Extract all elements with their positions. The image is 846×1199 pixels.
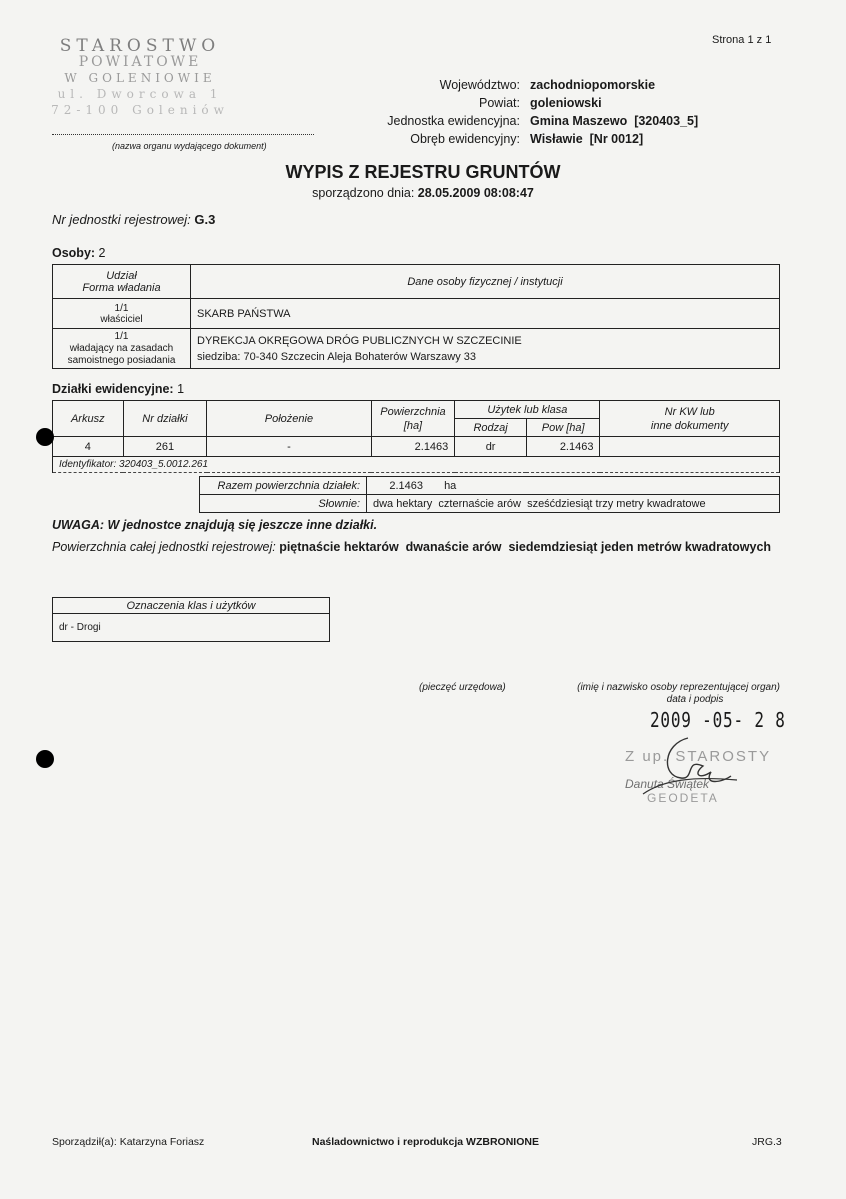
signature-caption [570,682,780,706]
issuer-caption: (nazwa organu wydającego dokument) [112,141,267,151]
form-value: władający na zasadach [69,342,174,354]
parcels-count: 1 [177,382,185,396]
location-header: Położenie [207,401,371,437]
share-cell [53,329,191,369]
form-value: samoistnego posiadania [67,354,176,366]
sheet-cell: 4 [53,437,124,457]
table-row [53,329,780,369]
footer-code: JRG.3 [752,1136,782,1148]
county-label: Powiat: [479,96,520,110]
type-header: Rodzaj [455,419,527,437]
header-text: Udział [106,269,137,282]
header-labels [280,76,520,148]
parcels-heading [52,382,184,396]
area-header [371,401,455,437]
use-header: Użytek lub klasa [455,401,600,419]
kw-cell [600,437,780,457]
signature-caption-line: data i podpis [666,694,724,705]
stamp-line: 72-100 Goleniów [51,103,229,117]
stamp-line: POWIATOWE [78,54,202,70]
stamp-line: STAROSTWO [59,36,221,56]
header-text: Forma władania [82,281,161,294]
legend-title: Oznaczenia klas i użytków [53,598,330,614]
person-cell [191,299,780,329]
table-header-row [53,265,780,299]
note: UWAGA: W jednostce znajdują się jeszcze inne działki. [52,518,378,532]
share-header [53,265,191,299]
issuer-dotted-line [52,134,314,135]
totals-table [199,476,780,513]
unit-number-line [52,212,215,227]
header-text: Nr KW lub [664,405,715,418]
signature-stamp-line: Danuta Świątek [625,777,710,791]
header-text: inne dokumenty [650,419,729,432]
signature-stamp-line: Z up. STAROSTY [625,748,772,765]
voivodeship-value: zachodniopomorskie [530,78,656,92]
words-label: Słownie: [200,495,367,513]
parcels-table [52,400,780,473]
precinct-label: Obręb ewidencyjny: [410,132,520,146]
table-row [200,495,780,513]
signature-stamp [625,748,775,823]
county-value: goleniowski [530,96,602,110]
parcels-label: Działki ewidencyjne: [52,382,174,396]
total-label: Razem powierzchnia działek: [200,477,367,495]
stamp-line: W GOLENIOWIE [64,71,216,85]
precinct-value: Wisławie [Nr 0012] [530,132,644,146]
person-cell [191,329,780,369]
persons-heading [52,246,106,260]
share-value: 1/1 [114,330,129,342]
footer-prepared: Sporządził(a): Katarzyna Foriasz [52,1136,205,1148]
total-unit: ha [444,479,457,492]
persons-count: 2 [98,246,106,260]
table-row [53,299,780,329]
header-text: Powierzchnia [380,405,446,418]
sheet-header: Arkusz [53,401,124,437]
parcel-header: Nr działki [123,401,207,437]
header-text: [ha] [403,419,423,432]
legend-item: dr - Drogi [53,614,330,642]
signature-scribble [633,736,743,806]
date-label: sporządzono dnia: [312,186,415,200]
type-cell: dr [455,437,527,457]
identifier-cell: Identyfikator: 320403_5.0012.261 [53,457,780,473]
legend-table [52,597,330,642]
total-value: 2.1463 [389,479,423,492]
kw-header [600,401,780,437]
share-cell [53,299,191,329]
total-area-label: Powierzchnia całej jednostki rejestrowej: [52,540,276,554]
unit-number-label: Nr jednostki rejestrowej: [52,212,191,227]
total-value-cell [367,477,780,495]
person-name: DYREKCJA OKRĘGOWA DRÓG PUBLICZNYCH W SZCZECINIE [197,334,522,347]
persons-label: Osoby: [52,246,96,260]
location-cell: - [207,437,371,457]
document-title: WYPIS Z REJESTRU GRUNTÓW [285,162,561,182]
seal-caption: (pieczęć urzędowa) [419,682,506,693]
header-values [530,76,698,148]
use-area-header: Pow [ha] [526,419,600,437]
stamp-line: ul. Dworcowa 1 [57,87,223,101]
punch-hole [36,750,54,768]
punch-hole [36,428,54,446]
use-area-cell: 2.1463 [526,437,600,457]
unit-value: Gmina Maszewo [320403_5] [530,114,699,128]
voivodeship-label: Województwo: [439,78,520,92]
page-number: Strona 1 z 1 [712,34,772,46]
handwritten-date: 2009 -05- 2 8 [650,708,786,732]
office-stamp [50,38,230,118]
table-row [53,437,780,457]
date-line [0,186,846,200]
parcel-cell: 261 [123,437,207,457]
area-cell: 2.1463 [371,437,455,457]
table-header-row [53,401,780,419]
date-value: 28.05.2009 08:08:47 [417,186,534,200]
table-row [200,477,780,495]
unit-number-value: G.3 [194,212,216,227]
person-name: SKARB PAŃSTWA [197,307,291,320]
share-value: 1/1 [114,302,129,314]
total-area-line [52,540,771,554]
form-value: właściciel [100,313,143,325]
total-area-words: piętnaście hektarów dwanaście arów siedemdziesiąt jeden metrów kwadratowych [279,540,772,554]
table-row [53,457,780,473]
words-value: dwa hektary czternaście arów sześćdziesiąt trzy metry kwadratowe [367,495,780,513]
footer-copyright: Naśladownictwo i reprodukcja WZBRONIONE [312,1136,539,1148]
person-address: siedziba: 70-340 Szczecin Aleja Bohaterów Warszawy 33 [197,350,477,363]
persons-table [52,264,780,369]
unit-label: Jednostka ewidencyjna: [387,114,520,128]
table-header-row [53,598,330,614]
signature-stamp-line: GEODETA [647,791,719,805]
person-data-header: Dane osoby fizycznej / instytucji [191,265,780,299]
table-row [53,614,330,642]
signature-caption-line: (imię i nazwisko osoby reprezentującej organ) [577,682,780,693]
